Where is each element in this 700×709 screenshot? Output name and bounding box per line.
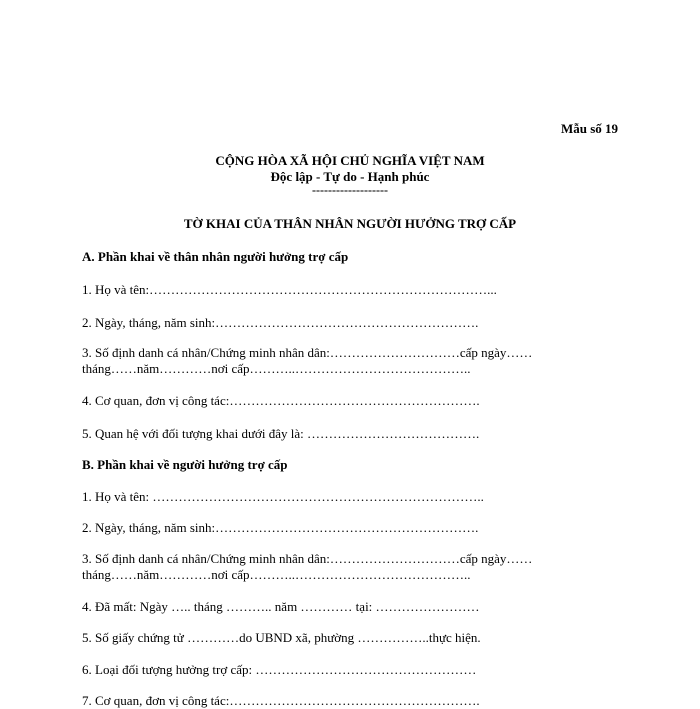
- section-a-workplace: 4. Cơ quan, đơn vị công tác:………………………………………………….: [82, 393, 480, 408]
- form-number: Mẫu số 19: [560, 121, 618, 136]
- section-b-heading: B. Phần khai về người hưởng trợ cấp: [82, 457, 288, 472]
- section-b-workplace: 7. Cơ quan, đơn vị công tác:………………………………………………….: [82, 693, 480, 708]
- section-a-birth-date: 2. Ngày, tháng, năm sinh:…………………………………………………….: [82, 315, 479, 330]
- section-a-full-name: 1. Họ và tên:……………………………………………………………………...: [82, 282, 497, 297]
- national-motto: Độc lập - Tự do - Hạnh phúc: [270, 169, 430, 184]
- section-b-death-certificate: 5. Số giấy chứng tử …………do UBND xã, phường ……………..thực hiện.: [82, 630, 481, 645]
- section-b-birth-date: 2. Ngày, tháng, năm sinh:…………………………………………………….: [82, 520, 479, 535]
- section-a-relationship: 5. Quan hệ với đối tượng khai dưới đây là: ………………………………….: [82, 426, 480, 441]
- section-b-full-name: 1. Họ và tên: …………………………………………………………………..: [82, 489, 484, 504]
- section-a-id-number: 3. Số định danh cá nhân/Chứng minh nhân dân:…………………………cấp ngày……: [82, 345, 533, 360]
- section-a-id-issue: tháng……năm…………nơi cấp………..…………………………………..: [82, 361, 471, 376]
- national-header: [0, 153, 700, 195]
- document-title: TỜ KHAI CỦA THÂN NHÂN NGƯỜI HƯỞNG TRỢ CẤP: [183, 216, 517, 231]
- country-name: CỘNG HÒA XÃ HỘI CHỦ NGHĨA VIỆT NAM: [215, 153, 485, 168]
- section-b-id-number: 3. Số định danh cá nhân/Chứng minh nhân dân:…………………………cấp ngày……: [82, 551, 533, 566]
- section-b-death-info: 4. Đã mất: Ngày ….. tháng ……….. năm ………… tại: ……………………: [82, 599, 480, 614]
- section-a-heading: A. Phần khai về thân nhân người hưởng trợ cấp: [82, 249, 349, 264]
- section-b-beneficiary-type: 6. Loại đối tượng hưởng trợ cấp: ……………………………………………: [82, 662, 477, 677]
- section-b-id-issue: tháng……năm…………nơi cấp………..…………………………………..: [82, 567, 471, 582]
- header-rule: -------------------: [312, 183, 388, 197]
